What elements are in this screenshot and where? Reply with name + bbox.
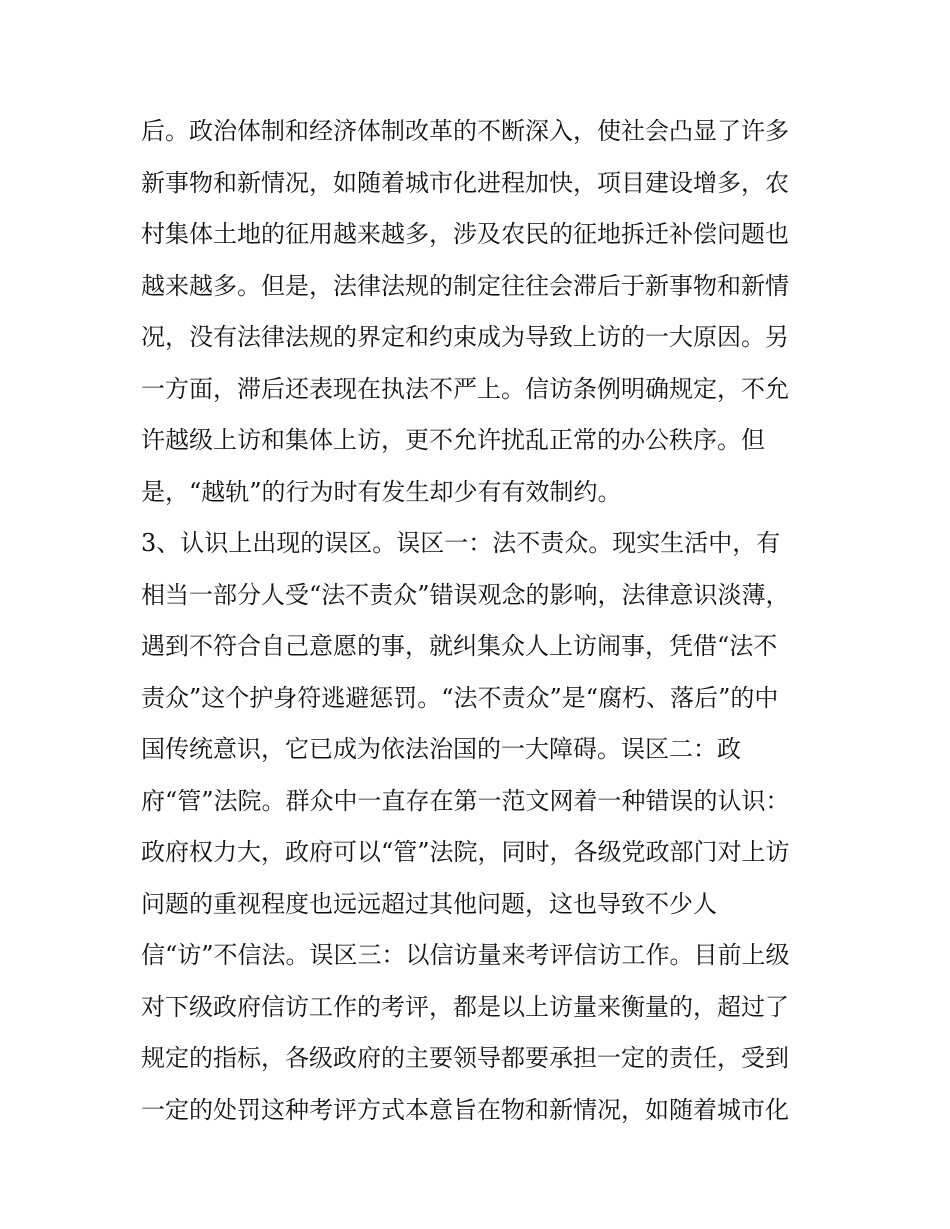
text-line: 许越级上访和集体上访，更不允许扰乱正常的办公秩序。但 (141, 426, 765, 454)
text-line: 一方面，滞后还表现在执法不严上。信访条例明确规定，不允 (141, 374, 789, 403)
text-line: 问题的重视程度也远远超过其他问题，这也导致不少人 (141, 889, 717, 918)
text-line: 规定的指标，各级政府的主要领导都要承担一定的责任，受到 (141, 1044, 789, 1072)
text-line: 信“访”不信法。误区三：以信访量来考评信访工作。目前上级 (141, 941, 790, 969)
text-line: 3、认识上出现的误区。误区一：法不责众。现实生活中，有 (141, 529, 781, 557)
body-text (141, 106, 821, 1136)
text-line: 村集体土地的征用越来越多，涉及农民的征地拆迁补偿问题也 (141, 220, 789, 248)
text-line: 国传统意识，它已成为依法治国的一大障碍。误区二：政 (141, 735, 741, 763)
text-line: 府“管”法院。群众中一直存在第一范文网着一种错误的认识： (141, 786, 790, 815)
text-line: 责众”这个护身符逃避惩罚。“法不责众”是“腐朽、落后”的中 (141, 683, 779, 712)
text-line: 相当一部分人受“法不责众”错误观念的影响，法律意识淡薄， (141, 580, 790, 609)
text-line: 后。政治体制和经济体制改革的不断深入，使社会凸显了许多 (141, 117, 789, 145)
text-line: 遇到不符合自己意愿的事，就纠集众人上访闹事，凭借“法不 (141, 632, 778, 660)
text-line: 是，“越轨”的行为时有发生却少有有效制约。 (141, 477, 622, 506)
text-line: 对下级政府信访工作的考评，都是以上访量来衡量的，超过了 (141, 992, 789, 1021)
text-line: 政府权力大，政府可以“管”法院，同时，各级党政部门对上访 (141, 838, 790, 866)
text-line: 越来越多。但是，法律法规的制定往往会滞后于新事物和新情 (141, 271, 789, 300)
text-line: 况，没有法律法规的界定和约束成为导致上访的一大原因。另 (141, 323, 789, 351)
text-line: 新事物和新情况，如随着城市化进程加快，项目建设增多，农 (141, 168, 789, 197)
text-line: 一定的处罚这种考评方式本意旨在物和新情况，如随着城市化 (141, 1095, 789, 1124)
